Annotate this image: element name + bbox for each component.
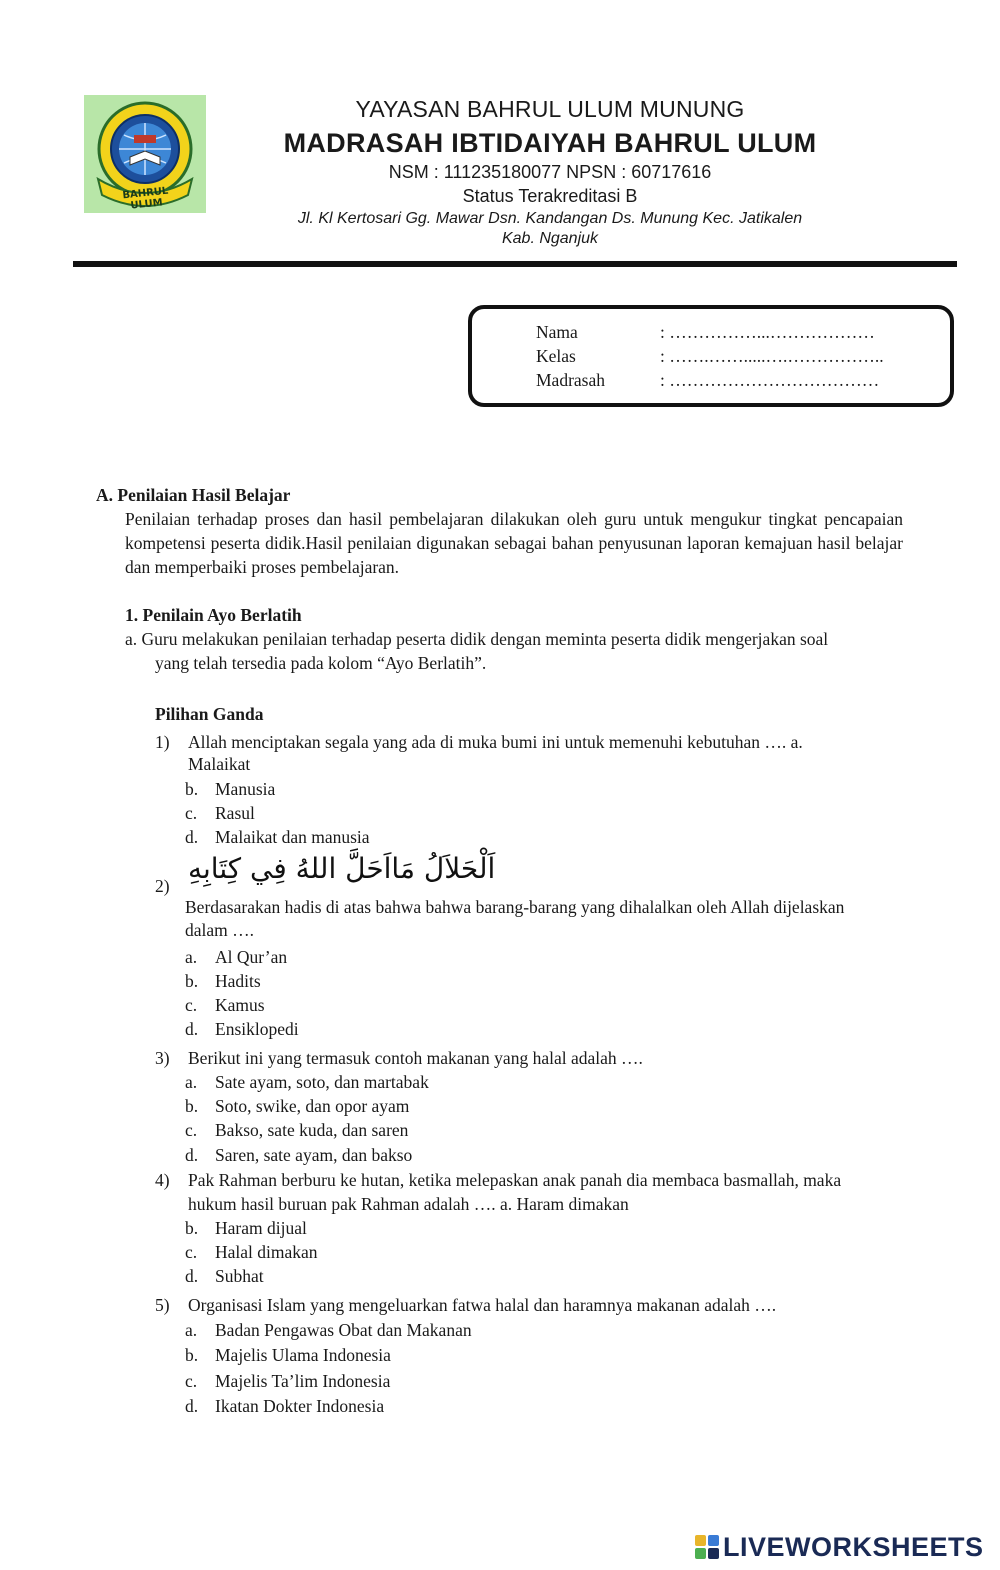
option-text[interactable]: Saren, sate ayam, dan bakso [215, 1145, 413, 1165]
option-text[interactable]: Bakso, sate kuda, dan saren [215, 1120, 409, 1140]
school-label: Madrasah [536, 370, 606, 390]
question-text: Berdasarakan hadis di atas bahwa bahwa barang-barang yang dihalalkan oleh Allah dijelaskan [185, 897, 845, 917]
option-letter: a. [185, 947, 198, 967]
header-divider [73, 261, 957, 267]
liveworksheets-watermark[interactable] [695, 1532, 984, 1562]
option-letter: d. [185, 1266, 199, 1286]
option-letter: c. [185, 995, 198, 1015]
name-field[interactable]: : ……………...……………… [660, 322, 875, 342]
question-number: 2) [155, 876, 170, 896]
option-text[interactable]: Ikatan Dokter Indonesia [215, 1396, 385, 1416]
school-logo [84, 95, 206, 213]
logo-text: BAHRUL ULUM [122, 185, 169, 212]
question-text-cont[interactable]: Malaikat [188, 754, 251, 774]
name-label: Nama [536, 322, 578, 342]
option-letter: c. [185, 803, 198, 823]
option-letter: b. [185, 1345, 199, 1365]
option-text[interactable]: Majelis Ulama Indonesia [215, 1345, 391, 1365]
option-text[interactable]: Manusia [215, 779, 276, 799]
question-number: 5) [155, 1295, 170, 1315]
option-text[interactable]: Subhat [215, 1266, 264, 1286]
class-label: Kelas [536, 346, 576, 366]
option-text[interactable]: Ensiklopedi [215, 1019, 299, 1039]
question-number: 4) [155, 1170, 170, 1190]
question-text: Allah menciptakan segala yang ada di muka bumi ini untuk memenuhi kebutuhan …. a. [188, 732, 803, 752]
section-a-paragraph: Penilaian terhadap proses dan hasil pembelajaran dilakukan oleh guru untuk mengukur tingkat pencapaian kompetensi peserta didik.Hasil penilaian digunakan sebagai bahan penyusunan laporan kemajuan hasil belajar dan memperbaiki proses pembelajaran. [125, 509, 903, 577]
watermark-text: LIVEWORKSHEETS [723, 1531, 984, 1562]
option-text[interactable]: Kamus [215, 995, 265, 1015]
foundation-name: YAYASAN BAHRUL ULUM MUNUNG [355, 96, 745, 122]
question-text: Pak Rahman berburu ke hutan, ketika melepaskan anak panah dia membaca basmallah, maka [188, 1170, 842, 1190]
option-letter: d. [185, 1019, 199, 1039]
option-text[interactable]: Al Qur’an [215, 947, 288, 967]
option-text[interactable]: Majelis Ta’lim Indonesia [215, 1371, 391, 1391]
accreditation-status: Status Terakreditasi B [462, 186, 638, 206]
address-line-1: Jl. Kl Kertosari Gg. Mawar Dsn. Kandangan Ds. Munung Kec. Jatikalen [297, 210, 803, 227]
school-field[interactable]: : ……………………………… [660, 370, 880, 390]
school-name: MADRASAH IBTIDAIYAH BAHRUL ULUM [283, 128, 817, 158]
subsection-1-item-a-line2: yang telah tersedia pada kolom “Ayo Berlatih”. [155, 653, 487, 673]
option-text[interactable]: Soto, swike, dan opor ayam [215, 1096, 410, 1116]
option-letter: b. [185, 971, 199, 991]
option-text[interactable]: Haram dijual [215, 1218, 307, 1238]
section-a-title: A. Penilaian Hasil Belajar [96, 485, 291, 505]
subsection-1-item-a-line1: a. Guru melakukan penilaian terhadap peserta didik dengan meminta peserta didik mengerjakan soal [125, 629, 829, 649]
question-text-cont: hukum hasil buruan pak Rahman adalah …. a. Haram dimakan [188, 1194, 629, 1214]
multiple-choice-heading: Pilihan Ganda [155, 704, 264, 724]
option-letter: d. [185, 1396, 199, 1416]
option-text[interactable]: Malaikat dan manusia [215, 827, 370, 847]
arabic-hadith-text: اَلْحَلاَلُ مَااَحَلَّ اللهُ فِي كِتَابِهِ [188, 852, 496, 885]
option-text[interactable]: Halal dimakan [215, 1242, 318, 1262]
option-letter: b. [185, 1218, 199, 1238]
option-letter: a. [185, 1072, 198, 1092]
option-letter: d. [185, 827, 199, 847]
option-text[interactable]: Sate ayam, soto, dan martabak [215, 1072, 429, 1092]
option-letter: c. [185, 1371, 198, 1391]
option-text[interactable]: Badan Pengawas Obat dan Makanan [215, 1320, 472, 1340]
question-text: Organisasi Islam yang mengeluarkan fatwa halal dan haramnya makanan adalah …. [188, 1295, 777, 1315]
question-text-cont: dalam …. [185, 920, 255, 940]
question-number: 1) [155, 732, 170, 752]
option-letter: d. [185, 1145, 199, 1165]
option-letter: b. [185, 779, 199, 799]
subsection-1-title: 1. Penilain Ayo Berlatih [125, 605, 302, 625]
option-letter: a. [185, 1320, 198, 1340]
liveworksheets-logo-icon [695, 1535, 719, 1559]
question-number: 3) [155, 1048, 170, 1068]
option-letter: c. [185, 1242, 198, 1262]
class-field[interactable]: : …….…….....….…………….. [660, 346, 884, 366]
school-ids: NSM : 111235180077 NPSN : 60717616 [388, 162, 712, 182]
option-text[interactable]: Hadits [215, 971, 261, 991]
option-letter: b. [185, 1096, 199, 1116]
option-letter: c. [185, 1120, 198, 1140]
question-text: Berikut ini yang termasuk contoh makanan yang halal adalah …. [188, 1048, 643, 1068]
address-line-2: Kab. Nganjuk [501, 230, 599, 247]
option-text[interactable]: Rasul [215, 803, 255, 823]
